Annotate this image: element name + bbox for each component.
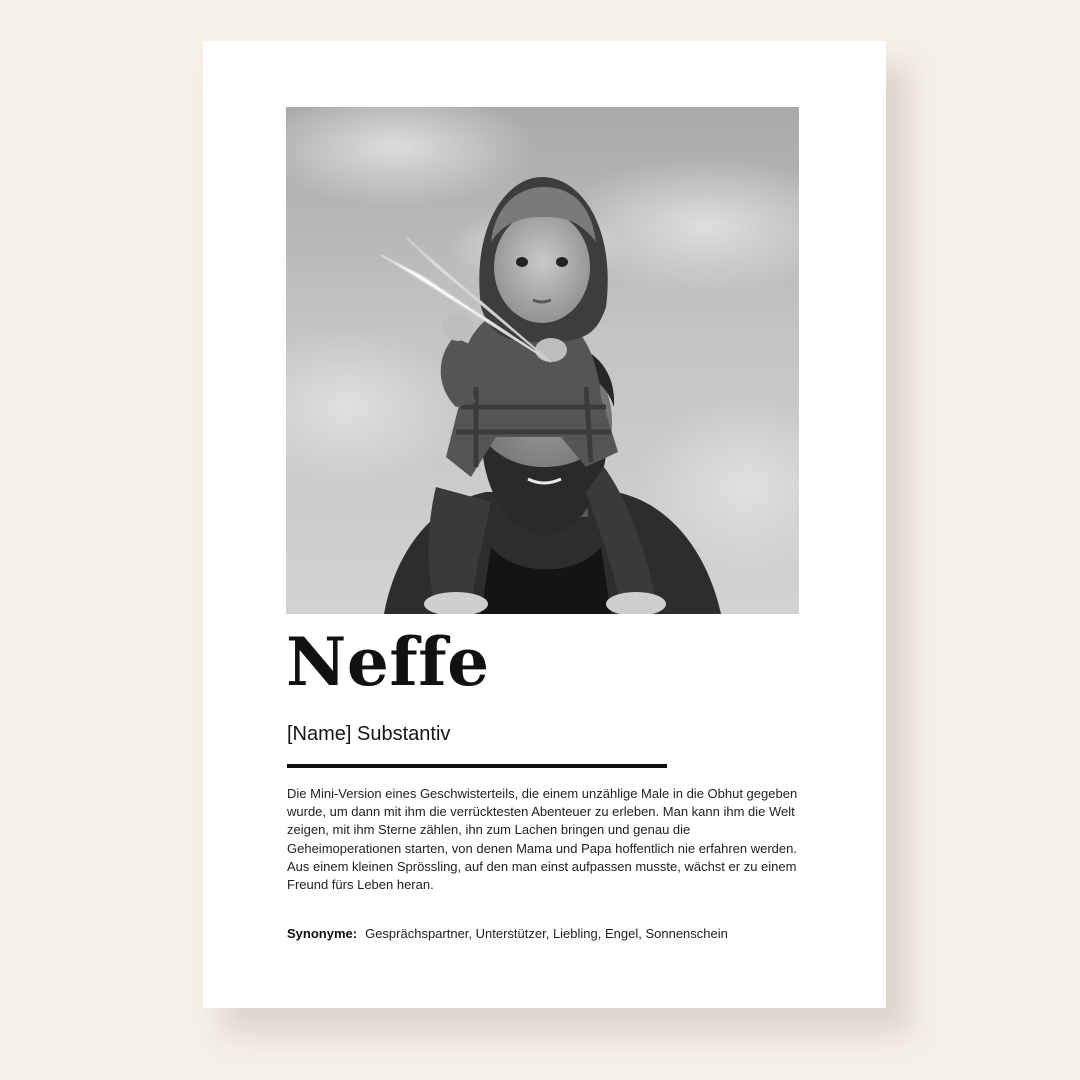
definition-poster <box>203 41 886 1008</box>
synonyms-label: Synonyme: <box>287 926 358 941</box>
poster-photo <box>286 107 799 614</box>
poster-title: Neffe <box>286 623 490 701</box>
father-child-photo <box>286 107 799 614</box>
synonyms-line <box>287 926 807 941</box>
definition-text: Die Mini-Version eines Geschwisterteils, die einem unzählige Male in die Obhut gegeben wurde, um dann mit ihm die verrücktesten Abenteuer zu erleben. Man kann ihm die Welt zeigen, mit ihm Sterne zählen, ihn zum Lachen bringen und genau die Geheimoperationen starten, von denen Mama und Papa hoffentlich nie erfahren werden. Aus einem kleinen Sprössling, auf den man einst aufpassen musste, wächst er zu einem Freund fürs Leben heran. <box>287 786 798 893</box>
divider-line <box>287 764 667 768</box>
synonyms-list: Gesprächspartner, Unterstützer, Liebling, Engel, Sonnenschein <box>365 926 728 941</box>
part-of-speech: [Name] Substantiv <box>287 723 451 745</box>
